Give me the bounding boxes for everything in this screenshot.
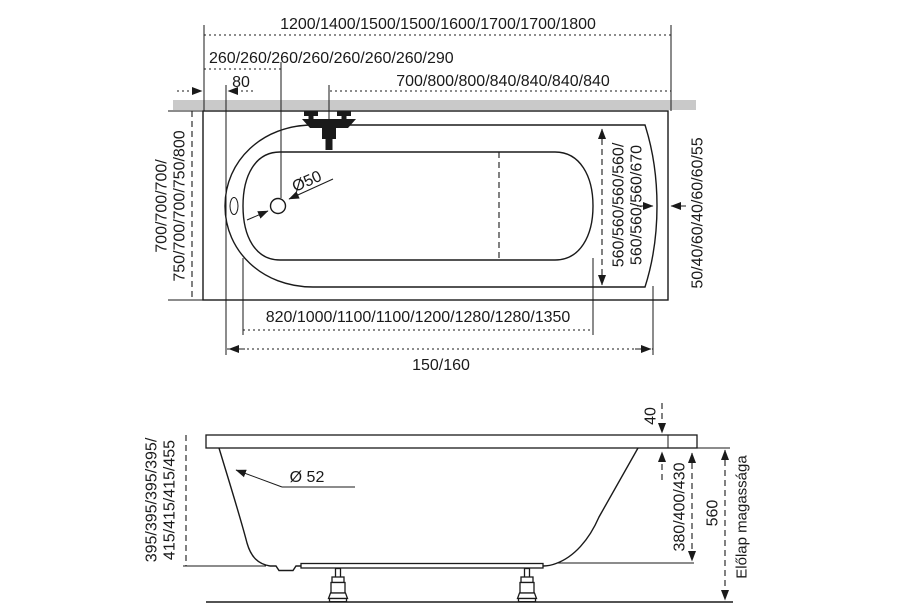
dim-drain-offset-label: 260/260/260/260/260/260/260/290 <box>209 50 454 67</box>
faucet-knob-left <box>304 111 318 120</box>
faucet-spout <box>322 128 336 150</box>
dim-length-cm-label: 150/160 <box>412 357 470 374</box>
side-bottom-with-drain-notch <box>270 566 303 571</box>
foot-base <box>519 599 536 602</box>
overflow-leader-arrow <box>236 470 282 487</box>
faucet-knob-right <box>337 111 351 120</box>
tub-rim-outline <box>225 125 657 287</box>
drain-leader-arrow <box>247 211 268 220</box>
overflow-hole <box>230 198 238 215</box>
faucet-body <box>302 119 356 128</box>
dim-front-panel-height-label: 560 <box>704 499 722 527</box>
dim-inner-length-label: 820/1000/1100/1100/1200/1280/1280/1350 <box>265 309 571 326</box>
side-left-wall <box>219 448 270 566</box>
dim-80-label: 80 <box>232 74 250 91</box>
dim-inner-width-label-2: 560/560/560/670 <box>628 144 646 266</box>
support-board <box>301 564 543 569</box>
dim-height-label-1: 395/395/395/395/ <box>143 437 161 563</box>
drain-hole <box>271 199 286 214</box>
overflow-diameter-label: Ø 52 <box>289 469 325 486</box>
dim-height-label-2: 415/415/415/455 <box>161 439 179 561</box>
foot-bolt <box>525 569 530 578</box>
foot-collar <box>521 577 533 583</box>
front-panel-label: Előlap magassága <box>733 455 751 579</box>
foot-flare <box>518 593 537 599</box>
foot-body <box>520 583 534 594</box>
side-rim-bar <box>206 435 697 448</box>
tub-outer-rect <box>203 111 668 300</box>
foot-flare <box>329 593 348 599</box>
foot-collar <box>332 577 344 583</box>
dim-outer-width-label-2: 750/700/700/750/800 <box>171 130 189 282</box>
wall-strip <box>173 100 696 110</box>
foot-right <box>518 569 537 602</box>
dim-total-length-label: 1200/1400/1500/1500/1600/1700/1700/1800 <box>280 16 596 33</box>
dim-inner-depth-label: 380/400/430 <box>671 462 689 552</box>
foot-body <box>331 583 345 594</box>
faucet-icon <box>302 85 356 150</box>
dim-faucet-to-end-label: 700/800/800/840/840/840/840 <box>396 73 610 90</box>
foot-left <box>329 569 348 602</box>
dim-outer-width-label-1: 700/700/700/ <box>153 159 171 253</box>
tub-floor-outline <box>243 152 593 260</box>
foot-base <box>330 599 347 602</box>
dim-rim-thickness-label: 40 <box>642 407 660 425</box>
foot-bolt <box>336 569 341 578</box>
side-right-wall <box>543 448 638 566</box>
drain-diameter-label: Ø50 <box>289 167 325 196</box>
side-view <box>144 403 751 602</box>
top-view <box>154 16 707 374</box>
dim-end-gap-label: 50/40/60/40/60/60/55 <box>689 137 707 289</box>
dim-inner-width-label-1: 560/560/560/560/ <box>610 142 628 268</box>
